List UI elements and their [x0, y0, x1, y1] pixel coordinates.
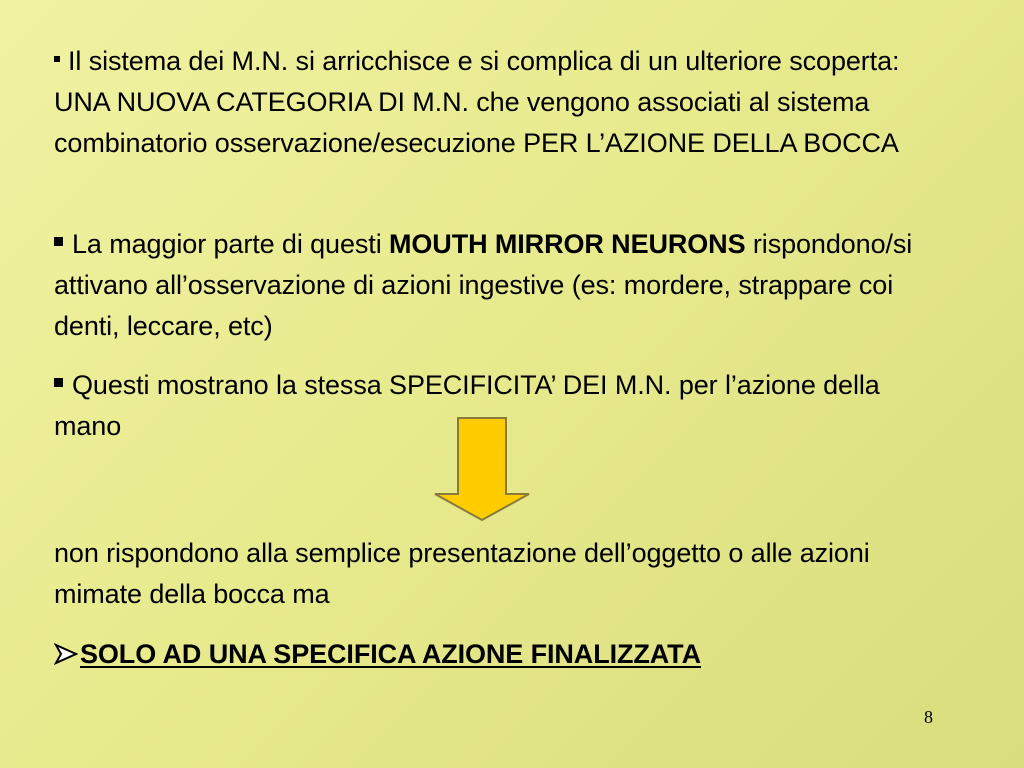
down-arrow-icon [433, 416, 531, 522]
paragraph-2-rest: rispondono/si attivano all’osservazione di azioni ingestive (es: mordere, strappare coi denti, leccare, etc) [54, 229, 913, 341]
paragraph-2-bold: MOUTH MIRROR NEURONS [389, 229, 746, 259]
paragraph-4-text: non rispondono alla semplice presentazione dell’oggetto o alle azioni mimate della bocca ma [54, 538, 870, 609]
paragraph-non-rispondono [54, 533, 954, 615]
arrowhead-bullet-icon [54, 643, 78, 665]
square-bullet-icon [54, 237, 63, 246]
paragraph-3-text: Questi mostrano la stessa SPECIFICITA’ DEI M.N. per l’azione della mano [54, 370, 880, 441]
paragraph-mouth-mirror-neurons [54, 224, 954, 347]
page-number: 8 [924, 707, 933, 727]
square-bullet-icon [54, 56, 60, 62]
paragraph-5-text: SOLO AD UNA SPECIFICA AZIONE FINALIZZATA [80, 639, 701, 669]
paragraph-azione-finalizzata [54, 634, 954, 675]
paragraph-1-text: Il sistema dei M.N. si arricchisce e si complica di un ulteriore scoperta: UNA NUOVA CATEGORIA DI M.N. che vengono associati al sistema combinatorio osservazione/esecuzione PER L’AZIONE DELLA BOCCA [54, 46, 900, 158]
square-bullet-icon [54, 378, 63, 387]
paragraph-nuova-categoria [54, 41, 954, 164]
paragraph-2-lead: La maggior parte di questi [72, 229, 389, 259]
